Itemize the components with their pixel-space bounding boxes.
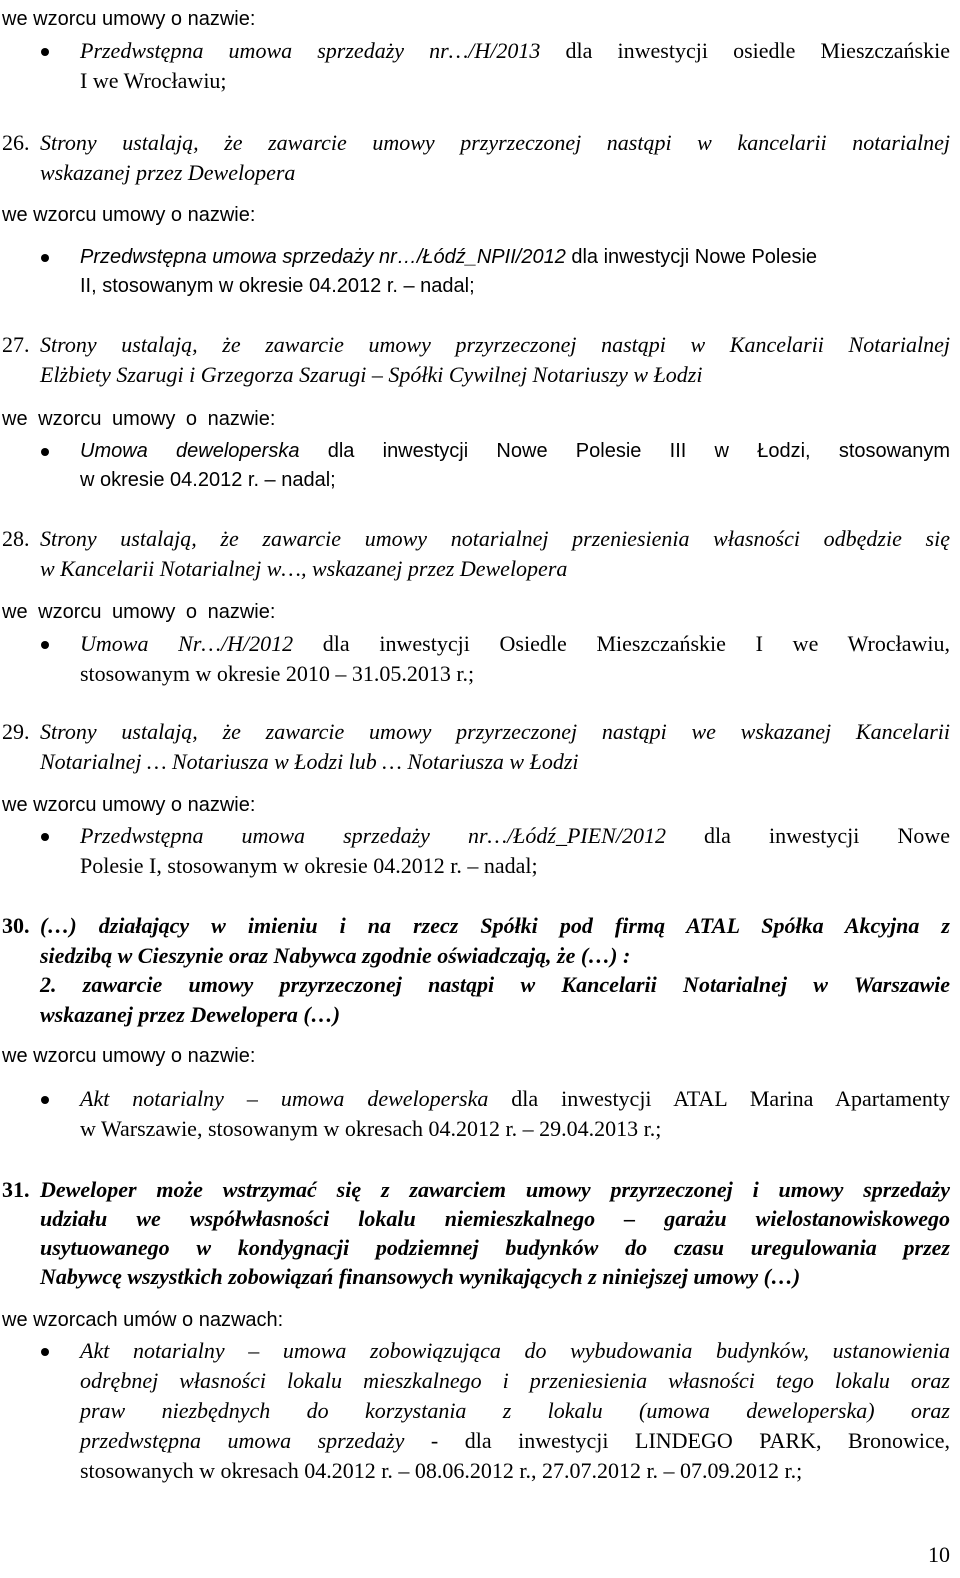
bullet-line [80, 1084, 950, 1114]
bullet-line: Polesie I, stosowanym w okresie 04.2012 r. – nadal; [80, 853, 538, 878]
bullet-icon [41, 448, 49, 456]
bullet-icon [41, 254, 49, 262]
bullet-icon [41, 48, 49, 56]
bullet-icon [41, 833, 49, 841]
agreement-description: - dla inwestycji LINDEGO PARK, Bronowice, [404, 1428, 950, 1453]
bullet-icon [41, 641, 49, 649]
agreement-description: dla inwestycji Nowe [665, 823, 950, 848]
bullet-line [80, 36, 950, 66]
agreement-description: dla inwestycji Osiedle Mieszczańskie I we Wrocławiu, [293, 631, 951, 656]
bullet-line [80, 436, 950, 466]
clause-intro: we wzorcach umów o nazwach: [2, 1309, 284, 1331]
clause-intro: we wzorcu umowy o nazwie: [2, 408, 276, 430]
bullet-line: praw niezbędnych do korzystania z lokalu (umowa deweloperska) oraz [80, 1398, 950, 1423]
clause-heading: Strony ustalają, że zawarcie umowy przyrzeczonej nastąpi w Kancelarii Notarialnej [40, 332, 950, 357]
clause-heading: w Kancelarii Notarialnej w…, wskazanej przez Dewelopera [40, 556, 568, 581]
clause-heading: Strony ustalają, że zawarcie umowy przyrzeczonej nastąpi w kancelarii notarialnej [40, 130, 950, 155]
bullet-line: w okresie 04.2012 r. – nadal; [80, 469, 336, 491]
bullet-line: stosowanych w okresach 04.2012 r. – 08.06.2012 r., 27.07.2012 r. – 07.09.2012 r.; [80, 1458, 803, 1483]
clause-number: 27. [2, 332, 30, 357]
bullet-line: I we Wrocławiu; [80, 68, 227, 93]
bullet-line [80, 629, 950, 659]
clause-heading: wskazanej przez Dewelopera [40, 160, 296, 185]
bullet-line: stosowanym w okresie 2010 – 31.05.2013 r.; [80, 661, 475, 686]
bullet-line [80, 821, 950, 851]
clause-number: 30. [2, 913, 30, 938]
bullet-line: Akt notarialny – umowa zobowiązująca do wybudowania budynków, ustanowienia [80, 1338, 950, 1363]
agreement-description: dla inwestycji Nowe Polesie III w Łodzi, stosowanym [299, 440, 950, 462]
agreement-description: dla inwestycji osiedle Mieszczańskie [540, 38, 950, 63]
clause-number: 28. [2, 526, 30, 551]
clause-number: 29. [2, 719, 30, 744]
clause-heading: Strony ustalają, że zawarcie umowy notarialnej przeniesienia własności odbędzie się [40, 526, 950, 551]
clause-number: 26. [2, 130, 30, 155]
clause-heading: Elżbiety Szarugi i Grzegorza Szarugi – Spółki Cywilnej Notariuszy w Łodzi [40, 362, 703, 387]
agreement-description: dla inwestycji Nowe Polesie [565, 246, 818, 268]
clause-heading: Strony ustalają, że zawarcie umowy przyrzeczonej nastąpi we wskazanej Kancelarii [40, 719, 950, 744]
clause-intro: we wzorcu umowy o nazwie: [2, 601, 276, 623]
agreement-title: Przedwstępna umowa sprzedaży nr…/Łódź_NPII/2012 [80, 246, 566, 268]
clause-heading: Nabywcę wszystkich zobowiązań finansowych wynikających z niniejszej umowy (…) [40, 1264, 801, 1289]
bullet-line: odrębnej własności lokalu mieszkalnego i przeniesienia własności tego lokalu oraz [80, 1368, 950, 1393]
agreement-title: Akt notarialny – umowa deweloperska [80, 1086, 489, 1111]
clause-intro: we wzorcu umowy o nazwie: [2, 8, 256, 30]
agreement-title: Przedwstępna umowa sprzedaży nr…/H/2013 [80, 38, 541, 63]
clause-heading: 2. zawarcie umowy przyrzeczonej nastąpi w Kancelarii Notarialnej w Warszawie [40, 972, 950, 997]
clause-intro: we wzorcu umowy o nazwie: [2, 204, 256, 226]
agreement-title: Umowa Nr…/H/2012 [80, 631, 294, 656]
clause-intro: we wzorcu umowy o nazwie: [2, 794, 256, 816]
clause-heading: Notarialnej … Notariusza w Łodzi lub … Notariusza w Łodzi [40, 749, 579, 774]
agreement-title: Przedwstępna umowa sprzedaży nr…/Łódź_PIEN/2012 [80, 823, 666, 848]
page-number: 10 [928, 1542, 950, 1567]
clause-heading: Deweloper może wstrzymać się z zawarciem umowy przyrzeczonej i umowy sprzedaży [40, 1177, 950, 1202]
clause-heading: usytuowanego w kondygnacji podziemnej budynków do czasu uregulowania przez [40, 1235, 950, 1260]
clause-heading: (…) działający w imieniu i na rzecz Spółki pod firmą ATAL Spółka Akcyjna z [40, 913, 950, 938]
bullet-icon [41, 1348, 49, 1356]
clause-heading: siedzibą w Cieszynie oraz Nabywca zgodnie oświadczają, że (…) : [40, 943, 631, 968]
bullet-icon [41, 1096, 49, 1104]
bullet-line [80, 242, 950, 272]
clause-heading: udziału we współwłasności lokalu niemieszkalnego – garażu wielostanowiskowego [40, 1206, 950, 1231]
agreement-title: przedwstępna umowa sprzedaży [80, 1428, 405, 1453]
agreement-description: dla inwestycji ATAL Marina Apartamenty [488, 1086, 950, 1111]
clause-number: 31. [2, 1177, 30, 1202]
clause-intro: we wzorcu umowy o nazwie: [2, 1045, 256, 1067]
agreement-title: Umowa deweloperska [80, 440, 300, 462]
bullet-line: II, stosowanym w okresie 04.2012 r. – nadal; [80, 275, 475, 297]
bullet-line [80, 1426, 950, 1456]
bullet-line: w Warszawie, stosowanym w okresach 04.2012 r. – 29.04.2013 r.; [80, 1116, 662, 1141]
clause-heading: wskazanej przez Dewelopera (…) [40, 1002, 341, 1027]
